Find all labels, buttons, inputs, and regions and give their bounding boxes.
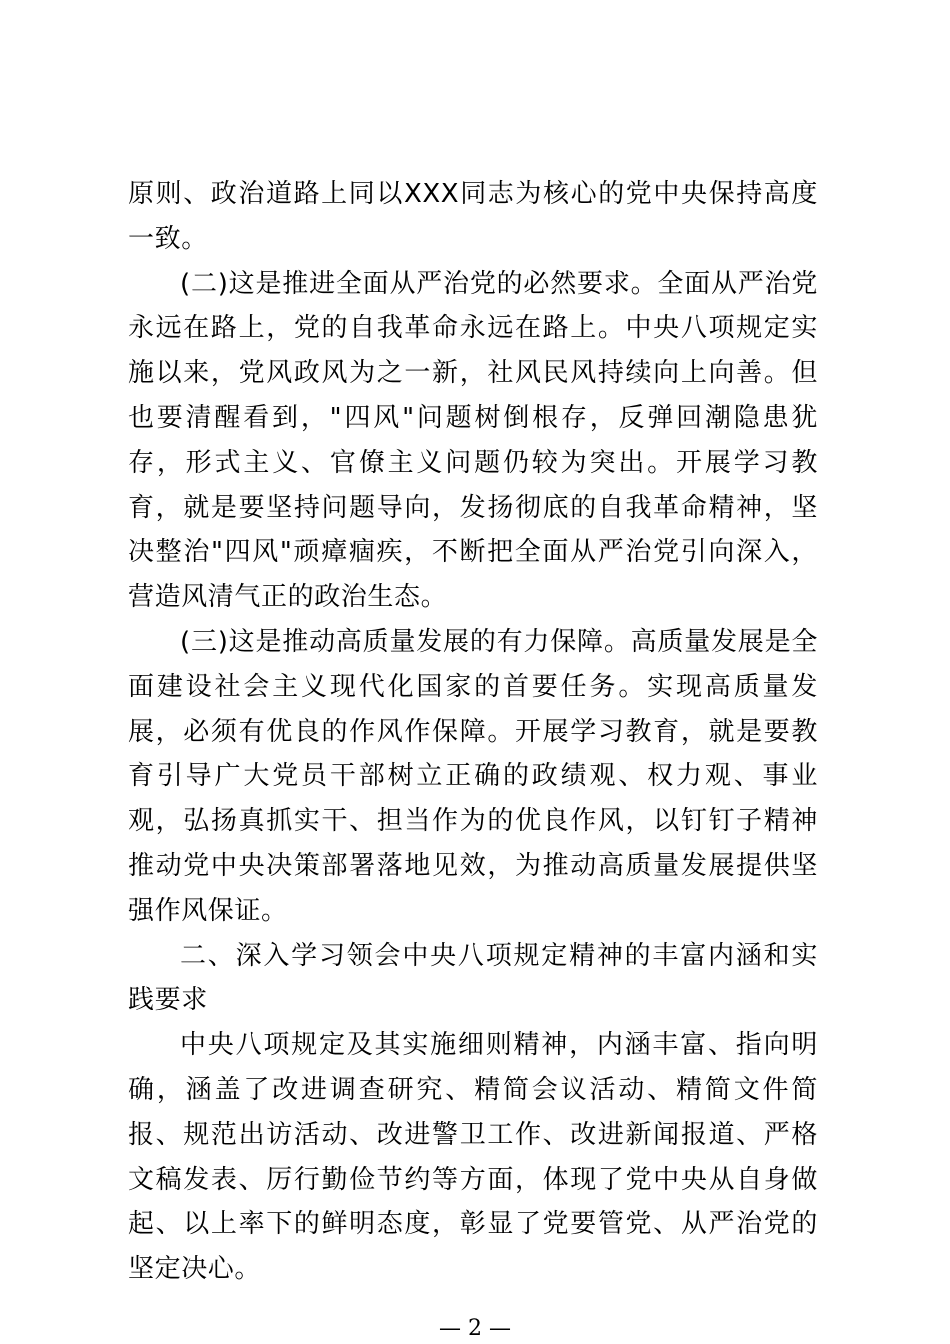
paragraph-continuation: 原则、政治道路上同以XXX同志为核心的党中央保持高度一致。 [128, 179, 818, 254]
section-heading-two: 二、深入学习领会中央八项规定精神的丰富内涵和实践要求 [128, 940, 818, 1016]
paragraph-section-two: (二)这是推进全面从严治党的必然要求。全面从严治党永远在路上，党的自我革命永远在路上。中央八项规定实施以来，党风政风为之一新，社风民风持续向上向善。但也要清醒看到，"四风"问题树倒根存，反弹回潮隐患犹存，形式主义、官僚主义问题仍较为突出。开展学习教育，就是要坚持问题导向，发扬彻底的自我革命精神，坚决整治"四风"顽瘴痼疾，不断把全面从严治党引向深入，营造风清气正的政治生态。 [128, 268, 818, 613]
page-number: — 2 — [439, 1316, 511, 1341]
paragraph-section-three: (三)这是推动高质量发展的有力保障。高质量发展是全面建设社会主义现代化国家的首要任务。实现高质量发展，必须有优良的作风作保障。开展学习教育，就是要教育引导广大党员干部树立正确的政绩观、权力观、事业观，弘扬真抓实干、担当作为的优良作风，以钉钉子精神推动党中央决策部署落地见效，为推动高质量发展提供坚强作风保证。 [128, 626, 818, 926]
document-body [128, 172, 818, 1292]
paragraph-eight-rules: 中央八项规定及其实施细则精神，内涵丰富、指向明确，涵盖了改进调查研究、精简会议活动、精简文件简报、规范出访活动、改进警卫工作、改进新闻报道、严格文稿发表、厉行勤俭节约等方面，体现了党中央从自身做起、以上率下的鲜明态度，彰显了党要管党、从严治党的坚定决心。 [128, 1030, 818, 1285]
